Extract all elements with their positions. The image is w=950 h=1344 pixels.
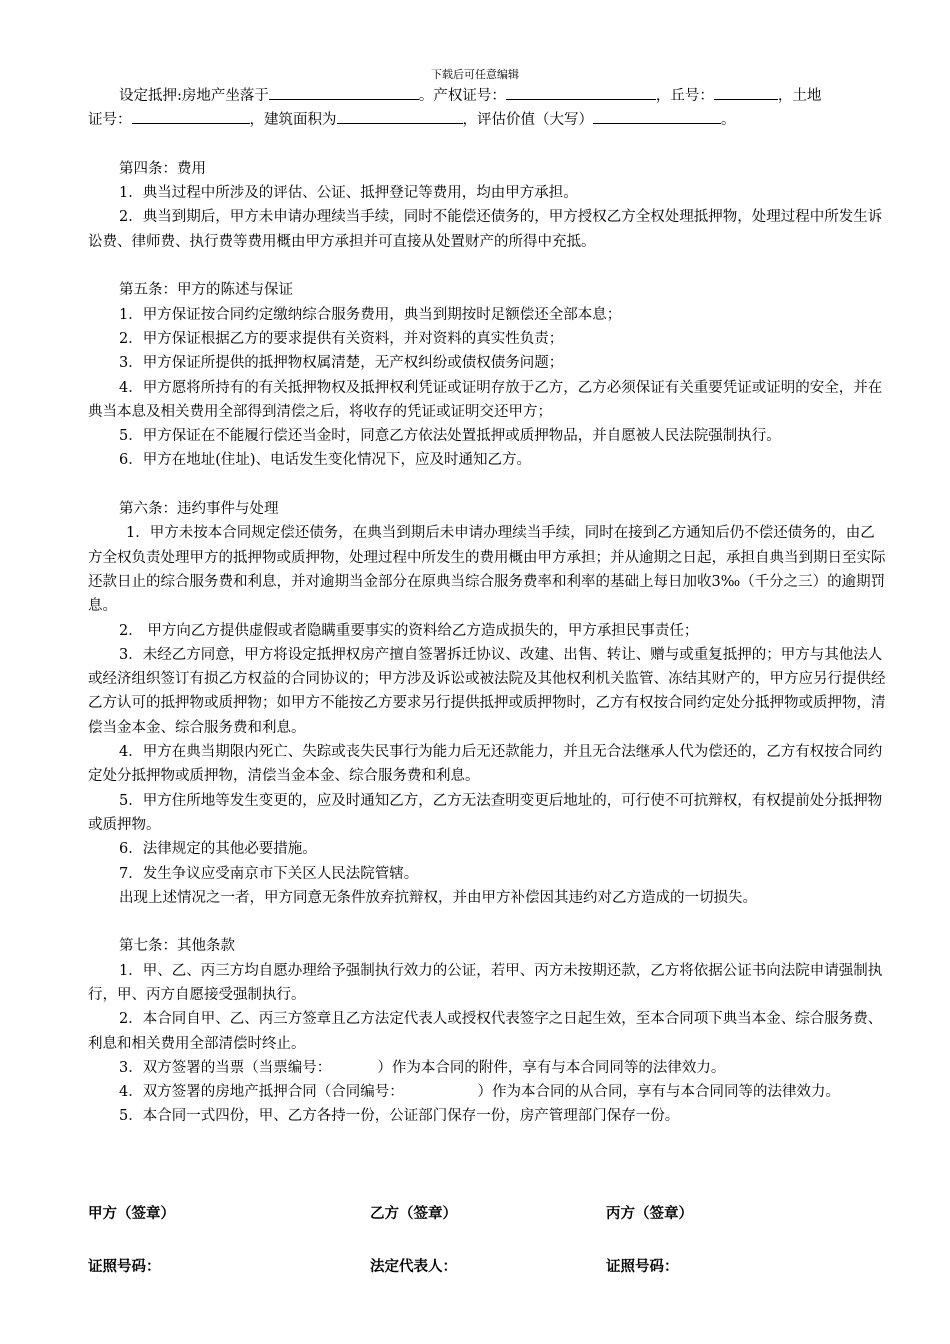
article-7-item-4: 4．双方签署的房地产抵押合同（合同编号： ）作为本合同的从合同，享有与本合同同等的法律效力。 [119, 1084, 840, 1101]
party-c-cert-label: 证照号码： [606, 1258, 679, 1275]
article-5-item-3: 3．甲方保证所提供的抵押物权属清楚，无产权纠纷或债权债务问题； [119, 355, 564, 372]
page-header: 下载后可任意编辑 [431, 68, 519, 81]
period: 。 [721, 112, 736, 129]
article-6-item-5: 5．甲方住所地等发生变更的，应及时通知乙方，乙方无法查明变更后地址的，可行使不可抗辩权，有权提前处分抵押物或质押物。 [88, 792, 883, 833]
appraisal-label: ，评估价值（大写） [462, 112, 593, 129]
article-7-title: 第七条：其他条款 [119, 938, 235, 955]
floor-area-label: ，建筑面积为 [249, 112, 337, 129]
mortgage-line-2 [88, 108, 888, 132]
floor-area-blank [337, 109, 463, 124]
article-5-item-5: 5．甲方保证在不能履行偿还当金时，同意乙方依法处置抵押或质押物品，并自愿被人民法院强制执行。 [119, 428, 781, 445]
appraisal-blank [593, 109, 721, 124]
article-7-item-5: 5．本合同一式四份，甲、乙方各持一份，公证部门保存一份，房产管理部门保存一份。 [119, 1108, 680, 1125]
contract-body [88, 84, 888, 1129]
land-label: ，土地 [777, 88, 822, 104]
mortgage-location-label: 设定抵押:房地产坐落于 [119, 88, 269, 104]
article-6-item-1: 1．甲方未按本合同规定偿还债务，在典当到期后未申请办理续当手续，同时在接到乙方通知后仍不偿还债务的，由乙方全权负责处理甲方的抵押物或质押物，处理过程中所发生的费用概由甲方承担；并从逾期之日起，承担自典当到期日至实际还款日止的综合服务费和利息，并对逾期当金部分在原典当综合服务费率和利率的基础上每日加收3‰（千分之三）的逾期罚息。 [88, 525, 886, 615]
article-5-item-4: 4．甲方愿将所持有的有关抵押物权及抵押权利凭证或证明存放于乙方，乙方必须保证有关重要凭证或证明的安全，并在典当本息及相关费用全部得到清偿之后，将收存的凭证或证明交还甲方； [88, 379, 883, 420]
article-6-item-3: 3．未经乙方同意，甲方将设定抵押权房产擅自签署拆迁协议、改建、出售、转让、赠与或重复抵押的；甲方与其他法人或经济组织签订有损乙方权益的合同协议的；甲方涉及诉讼或被法院及其他权利机关监管、冻结其财产的，甲方应另行提供经乙方认可的抵押物或质押物；如甲方不能按乙方要求另行提供抵押或质押物时，乙方有权按合同约定处分抵押物或质押物，清偿当金本金、综合服务费和利息。 [88, 646, 886, 736]
article-4-item-1: 1．典当过程中所涉及的评估、公证、抵押登记等费用，均由甲方承担。 [119, 185, 578, 202]
article-6-item-7: 7．发生争议应受南京市下关区人民法院管辖。 [119, 865, 419, 882]
article-5-title: 第五条：甲方的陈述与保证 [119, 282, 293, 299]
legal-representative-label: 法定代表人： [370, 1258, 457, 1275]
article-6-item-6: 6．法律规定的其他必要措施。 [119, 841, 317, 858]
party-a-cert-label: 证照号码： [88, 1258, 161, 1275]
article-5-item-1: 1．甲方保证按合同约定缴纳综合服务费用，典当到期按时足额偿还全部本息； [119, 306, 622, 323]
article-4-item-2: 2．典当到期后，甲方未申请办理续当手续，同时不能偿还债务的，甲方授权乙方全权处理抵押物，处理过程中所发生诉讼费、律师费、执行费等费用概由甲方承担并可直接从处置财产的所得中充抵。 [88, 209, 883, 250]
mortgage-line-1 [88, 84, 888, 108]
lot-number-label: ，丘号： [655, 88, 714, 104]
article-6-closing: 出现上述情况之一者，甲方同意无条件放弃抗辩权，并由甲方补偿因其违约对乙方造成的一切损失。 [119, 889, 757, 906]
land-cert-blank [132, 109, 250, 124]
lot-number-blank [714, 85, 778, 100]
article-5-item-6: 6．甲方在地址(住址)、电话发生变化情况下，应及时通知乙方。 [119, 452, 532, 469]
party-a-signature-label: 甲方（签章） [88, 1205, 175, 1222]
location-blank [269, 85, 419, 100]
article-5-item-2: 2．甲方保证根据乙方的要求提供有关资料，并对资料的真实性负责； [119, 330, 564, 347]
article-6-title: 第六条：违约事件与处理 [119, 501, 279, 518]
article-6-item-2: 2． 甲方向乙方提供虚假或者隐瞒重要事实的资料给乙方造成损失的，甲方承担民事责任； [119, 622, 699, 639]
property-cert-blank [506, 85, 656, 100]
article-6-item-4: 4．甲方在典当期限内死亡、失踪或丧失民事行为能力后无还款能力，并且无合法继承人代为偿还的，乙方有权按合同约定处分抵押物或质押物，清偿当金本金、综合服务费和利息。 [88, 744, 883, 785]
property-cert-label: 。产权证号： [418, 88, 506, 104]
article-7-item-3: 3．双方签署的当票（当票编号： ）作为本合同的附件，享有与本合同同等的法律效力。 [119, 1059, 726, 1076]
land-cert-label: 证号： [88, 112, 132, 129]
article-7-item-2: 2．本合同自甲、乙、丙三方签章且乙方法定代表人或授权代表签字之日起生效，至本合同项下典当本金、综合服务费、利息和相关费用全部清偿时终止。 [88, 1011, 883, 1052]
party-c-signature-label: 丙方（签章） [606, 1205, 693, 1222]
article-7-item-1: 1．甲、乙、丙三方均自愿办理给予强制执行效力的公证，若甲、丙方未按期还款，乙方将依据公证书向法院申请强制执行，甲、丙方自愿接受强制执行。 [88, 962, 883, 1003]
article-4-title: 第四条：费用 [119, 160, 206, 177]
party-b-signature-label: 乙方（签章） [370, 1205, 457, 1222]
